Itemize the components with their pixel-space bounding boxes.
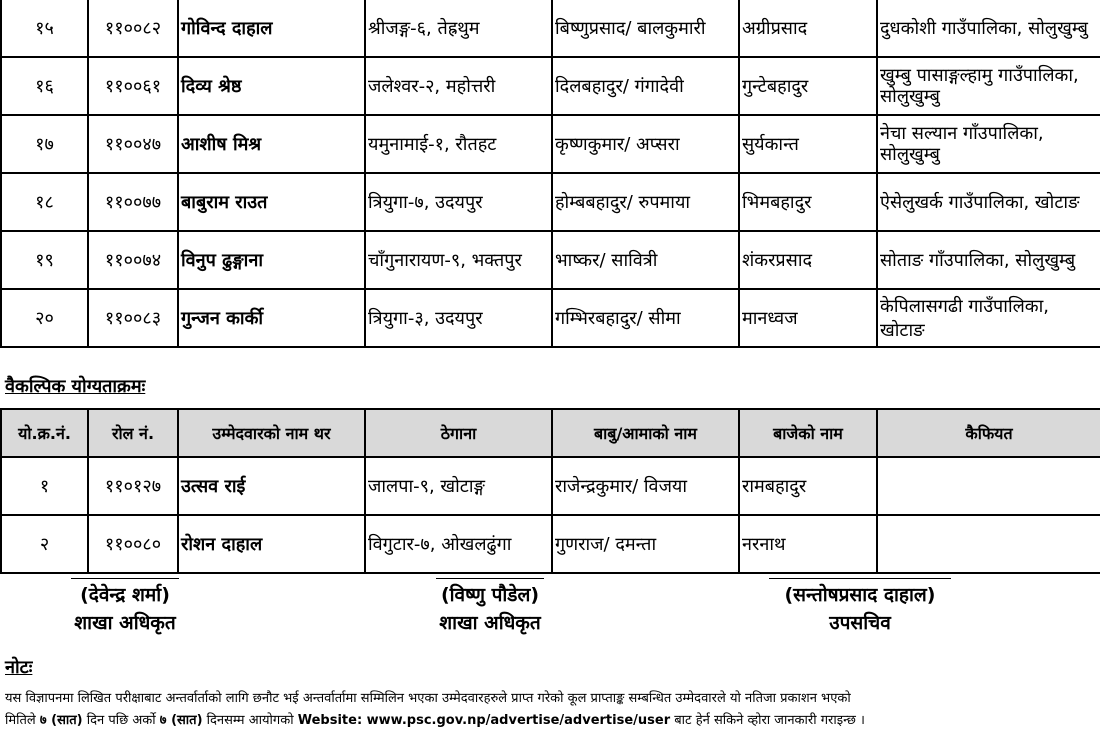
header-sn: यो.क्र.नं. [1, 409, 88, 457]
alternate-list-table [0, 408, 1100, 574]
candidate-name-cell: गोविन्द दाहाल [178, 0, 365, 57]
table-row [1, 457, 1100, 515]
parents-name-cell: दिलबहादुर/ गंगादेवी [552, 57, 739, 115]
website-link[interactable]: Website: www.psc.gov.np/advertise/advertise/user [297, 713, 671, 728]
candidate-name-cell: बाबुराम राउत [178, 173, 365, 231]
grandfather-name-cell: सुर्यकान्त [739, 115, 877, 173]
header-roll: रोल नं. [88, 409, 178, 457]
table-row [1, 515, 1100, 573]
serial-number-cell: १९ [1, 231, 88, 289]
table-row [1, 57, 1100, 115]
parents-name-cell: भाष्कर/ सावित्री [552, 231, 739, 289]
table-header-row [1, 409, 1100, 457]
grandfather-name-cell: अग्रीप्रसाद [739, 0, 877, 57]
grandfather-name-cell: भिमबहादुर [739, 173, 877, 231]
signature-line [769, 578, 951, 579]
remark-cell: नेचा सल्यान गाँउपालिका, सोलुखुम्बु [877, 115, 1100, 173]
table-row [1, 231, 1100, 289]
candidate-name-cell: दिव्य श्रेष्ठ [178, 57, 365, 115]
grandfather-name-cell: रामबहादुर [739, 457, 877, 515]
serial-number-cell: १८ [1, 173, 88, 231]
serial-number-cell: २ [1, 515, 88, 573]
signatory-1 [40, 578, 210, 637]
signatory-post: शाखा अधिकृत [439, 612, 541, 634]
address-cell: विगुटार-७, ओखलढुंगा [365, 515, 552, 573]
signatory-name: (देवेन्द्र शर्मा) [80, 584, 170, 606]
address-cell: त्रियुगा-७, उदयपुर [365, 173, 552, 231]
signatory-2 [405, 578, 575, 637]
candidate-name-cell: गुन्जन कार्की [178, 289, 365, 347]
table-row [1, 289, 1100, 347]
roll-number-cell: ११००४७ [88, 115, 178, 173]
remark-cell: केपिलासगढी गाउँपालिका, खोटाङ [877, 289, 1100, 347]
roll-number-cell: ११००७७ [88, 173, 178, 231]
header-grandfather: बाजेको नाम [739, 409, 877, 457]
note-text [5, 688, 1095, 732]
address-cell: जालपा-९, खोटाङ्ग [365, 457, 552, 515]
candidate-name-cell: आशीष मिश्र [178, 115, 365, 173]
merit-list-table [0, 0, 1100, 348]
roll-number-cell: ११००८० [88, 515, 178, 573]
remark-cell [877, 457, 1100, 515]
roll-number-cell: ११००८३ [88, 289, 178, 347]
candidate-name-cell: उत्सव राई [178, 457, 365, 515]
signatory-post: शाखा अधिकृत [74, 612, 176, 634]
header-parents: बाबु/आमाको नाम [552, 409, 739, 457]
note-title: नोटः [5, 657, 33, 678]
table-row [1, 115, 1100, 173]
parents-name-cell: गम्भिरबहादुर/ सीमा [552, 289, 739, 347]
remark-cell: खुम्बु पासाङ्गल्हामु गाउँपालिका, सोलुखुम्बु [877, 57, 1100, 115]
table-row [1, 173, 1100, 231]
candidate-name-cell: रोशन दाहाल [178, 515, 365, 573]
signatory-post: उपसचिव [829, 612, 891, 634]
signature-line [436, 578, 544, 579]
address-cell: श्रीजङ्ग-६, तेह्रथुम [365, 0, 552, 57]
remark-cell: ऐसेलुखर्क गाउँपालिका, खोटाङ [877, 173, 1100, 231]
address-cell: यमुनामाई-१, रौतहट [365, 115, 552, 173]
remark-cell: दुधकोशी गाउँपालिका, सोलुखुम्बु [877, 0, 1100, 57]
candidate-name-cell: विनुप ढुङ्गाना [178, 231, 365, 289]
table-row [1, 0, 1100, 57]
address-cell: चाँगुनारायण-९, भक्तपुर [365, 231, 552, 289]
signatory-name: (सन्तोषप्रसाद दाहाल) [784, 584, 936, 606]
roll-number-cell: ११००६१ [88, 57, 178, 115]
remark-cell: सोताङ गाँउपालिका, सोलुखुम्बु [877, 231, 1100, 289]
grandfather-name-cell: गुन्टेबहादुर [739, 57, 877, 115]
remark-cell [877, 515, 1100, 573]
parents-name-cell: कृष्णकुमार/ अप्सरा [552, 115, 739, 173]
serial-number-cell: १५ [1, 0, 88, 57]
alternate-list-title: वैकल्पिक योग्यताक्रमः [5, 376, 146, 397]
roll-number-cell: ११००८२ [88, 0, 178, 57]
roll-number-cell: ११००७४ [88, 231, 178, 289]
serial-number-cell: १७ [1, 115, 88, 173]
serial-number-cell: १६ [1, 57, 88, 115]
parents-name-cell: होम्बबहादुर/ रुपमाया [552, 173, 739, 231]
header-address: ठेगाना [365, 409, 552, 457]
header-remark: कैफियत [877, 409, 1100, 457]
grandfather-name-cell: नरनाथ [739, 515, 877, 573]
grandfather-name-cell: मानध्वज [739, 289, 877, 347]
roll-number-cell: ११०१२७ [88, 457, 178, 515]
parents-name-cell: राजेन्द्रकुमार/ विजया [552, 457, 739, 515]
address-cell: त्रियुगा-३, उदयपुर [365, 289, 552, 347]
address-cell: जलेश्वर-२, महोत्तरी [365, 57, 552, 115]
grandfather-name-cell: शंकरप्रसाद [739, 231, 877, 289]
parents-name-cell: बिष्णुप्रसाद/ बालकुमारी [552, 0, 739, 57]
signatory-3 [740, 578, 980, 637]
serial-number-cell: १ [1, 457, 88, 515]
signatory-name: (विष्णु पौडेल) [440, 584, 540, 606]
parents-name-cell: गुणराज/ दमन्ता [552, 515, 739, 573]
header-name: उम्मेदवारको नाम थर [178, 409, 365, 457]
note-line-2: मितिले ७ (सात) दिन पछि अर्को ७ (सात) दिनसम्म आयोगको Website: www.psc.gov.np/advertise/advertise/user बाट हेर्न सकिने व्होरा जानकारी गराइन्छ । [5, 713, 865, 728]
signature-line [71, 578, 179, 579]
note-line-1: यस विज्ञापनमा लिखित परीक्षाबाट अन्तर्वार्ताको लागि छनौट भई अन्तर्वार्तामा सम्मिलिन भएका उम्मेदवारहरुले प्राप्त गरेको कूल प्राप्ताङ्क सम्बन्धित उम्मेदवारले यो नतिजा प्रकाशन भएको [5, 691, 851, 706]
serial-number-cell: २० [1, 289, 88, 347]
